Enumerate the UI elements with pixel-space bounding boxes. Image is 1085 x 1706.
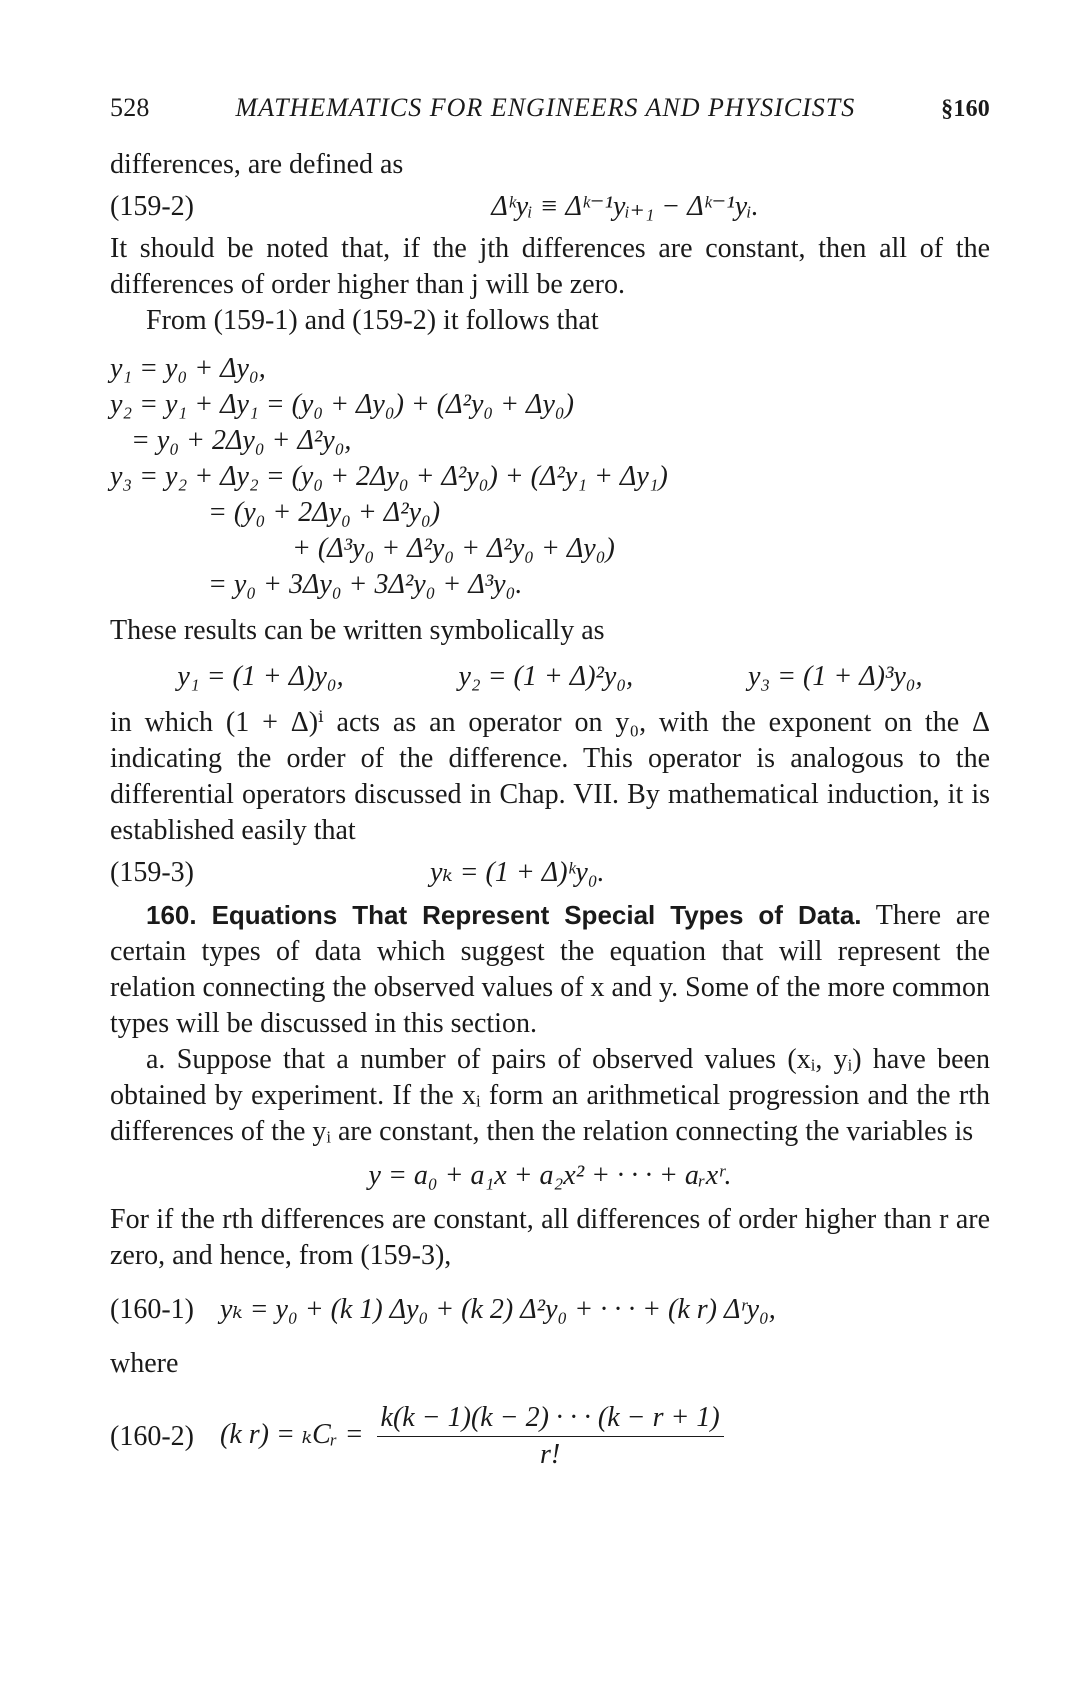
paragraph-4: These results can be written symbolically as bbox=[110, 615, 605, 646]
equation-body: yₖ = (1 + Δ)ᵏy₀. bbox=[430, 857, 605, 888]
section-marker: §160 bbox=[941, 96, 990, 122]
equation-body bbox=[220, 1400, 990, 1473]
equation-body: yₖ = y₀ + (k 1) Δy₀ + (k 2) Δ²y₀ + · · · + (k r) Δʳy₀, bbox=[220, 1294, 776, 1325]
symbolic-equations bbox=[110, 659, 990, 695]
paragraph-9: where bbox=[110, 1348, 179, 1379]
polynomial-equation: y = a₀ + a₁x + a₂x² + · · · + aᵣxʳ. bbox=[368, 1160, 732, 1191]
derivation-line: y₁ = y₀ + Δy₀, bbox=[110, 353, 266, 384]
derivation-line: = y₀ + 2Δy₀ + Δ²y₀, bbox=[110, 425, 352, 456]
section-heading: 160. Equations That Represent Special Types of Data. bbox=[146, 900, 862, 930]
derivation-line: + (Δ³y₀ + Δ²y₀ + Δ²y₀ + Δy₀) bbox=[110, 533, 615, 564]
paragraph-8: For if the rth differences are constant, all differences of order higher than r are zero, and hence, from (159-3), bbox=[110, 1204, 990, 1271]
equation-number: (159-3) bbox=[110, 857, 194, 888]
derivation-block bbox=[110, 351, 990, 603]
fraction-denominator: r! bbox=[540, 1439, 561, 1470]
equation-number: (159-2) bbox=[110, 191, 194, 222]
page bbox=[110, 90, 990, 1491]
symbolic-eq: y₂ = (1 + Δ)²y₀, bbox=[458, 661, 634, 692]
symbolic-eq: y₃ = (1 + Δ)³y₀, bbox=[747, 661, 923, 692]
equation-body: Δᵏyᵢ ≡ Δᵏ⁻¹yᵢ₊₁ − Δᵏ⁻¹yᵢ. bbox=[491, 191, 759, 222]
paragraph-1: differences, are defined as bbox=[110, 149, 404, 180]
equation-number: (160-2) bbox=[110, 1420, 194, 1452]
derivation-line: y₂ = y₁ + Δy₁ = (y₀ + Δy₀) + (Δ²y₀ + Δy₀) bbox=[110, 389, 574, 420]
page-number: 528 bbox=[110, 93, 150, 122]
derivation-line: = (y₀ + 2Δy₀ + Δ²y₀) bbox=[110, 497, 441, 528]
equation-lhs: (k r) = ₖCᵣ = bbox=[220, 1418, 364, 1450]
equation-160-2 bbox=[110, 1400, 990, 1473]
equation-159-2 bbox=[110, 189, 990, 225]
paragraph-2: It should be noted that, if the jth differences are constant, then all of the differences of order higher than j will be zero. bbox=[110, 233, 990, 300]
derivation-line: = y₀ + 3Δy₀ + 3Δ²y₀ + Δ³y₀. bbox=[110, 569, 523, 600]
symbolic-eq: y₁ = (1 + Δ)y₀, bbox=[177, 661, 344, 692]
equation-number: (160-1) bbox=[110, 1294, 194, 1325]
section-160-paragraph bbox=[110, 897, 990, 1042]
running-title: MATHEMATICS FOR ENGINEERS AND PHYSICISTS bbox=[235, 93, 856, 122]
fraction bbox=[377, 1400, 724, 1473]
equation-159-3 bbox=[110, 855, 990, 891]
paragraph-7: a. Suppose that a number of pairs of observed values (xᵢ, yᵢ) have been obtained by experiment. If the xᵢ form an arithmetical progression and the rth differences of the yᵢ are constant, then the relation connecting the variables is bbox=[110, 1044, 990, 1147]
paragraph-3: From (159-1) and (159-2) it follows that bbox=[146, 305, 599, 336]
derivation-line: y₃ = y₂ + Δy₂ = (y₀ + 2Δy₀ + Δ²y₀) + (Δ²y₁ + Δy₁) bbox=[110, 461, 668, 492]
equation-160-1 bbox=[110, 1292, 990, 1328]
running-header bbox=[110, 90, 990, 127]
paragraph-6: There are certain types of data which suggest the equation that will represent the relation connecting the observed values of x and y. Some of the more common types will be discussed in this section. bbox=[110, 900, 990, 1039]
paragraph-5: in which (1 + Δ)ⁱ acts as an operator on y₀, with the exponent on the Δ indicating the order of the difference. This operator is analogous to the differential operators discussed in Chap. VII. By mathematical induction, it is established easily that bbox=[110, 707, 990, 846]
fraction-numerator: k(k − 1)(k − 2) · · · (k − r + 1) bbox=[377, 1400, 724, 1437]
